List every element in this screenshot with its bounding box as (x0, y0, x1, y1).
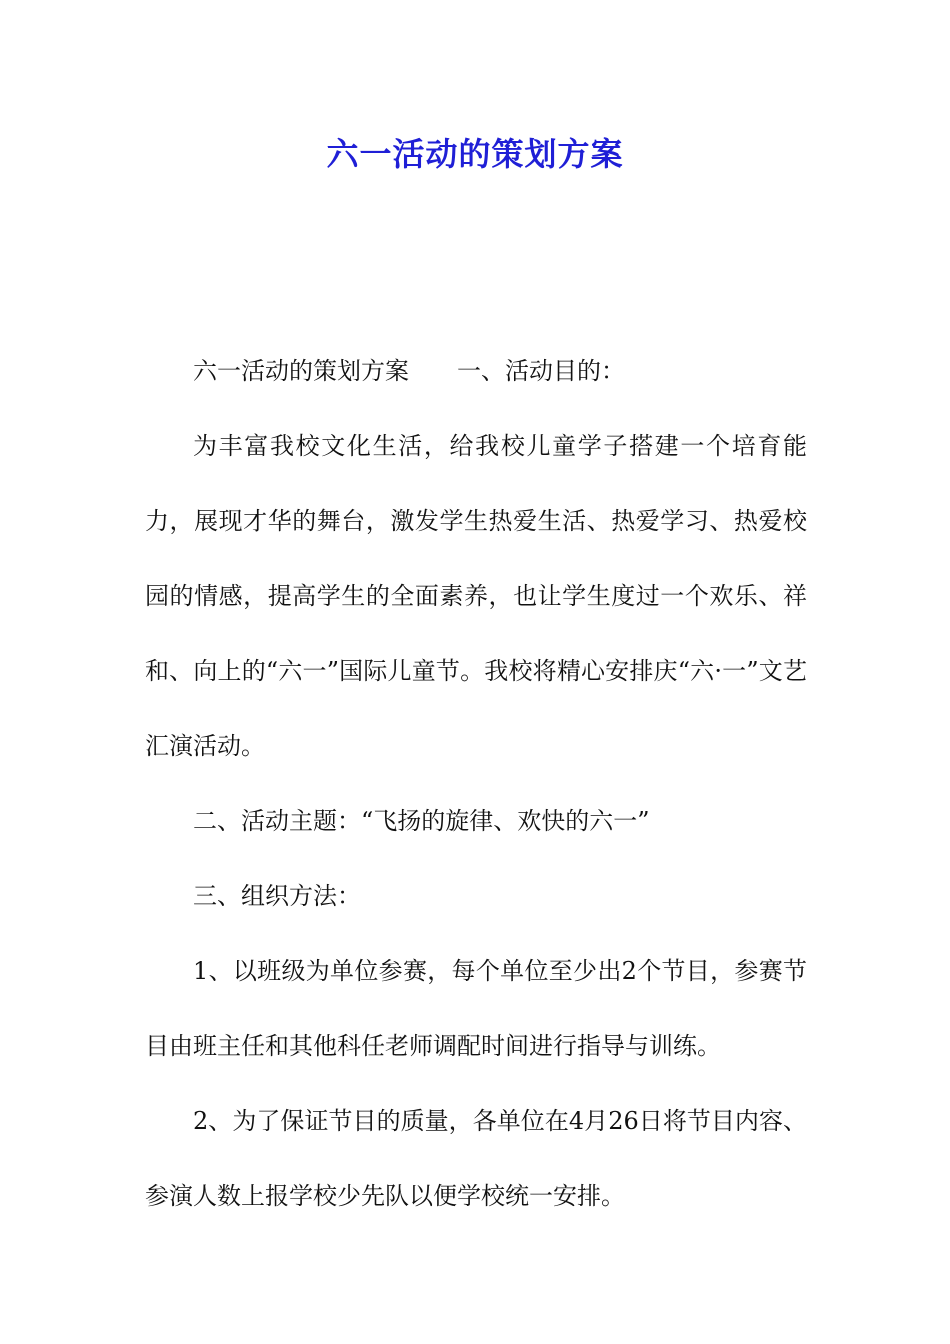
document-body (145, 334, 807, 1234)
paragraph-method-2: 2、为了保证节目的质量，各单位在4月26日将节目内容、参演人数上报学校少先队以便学校统一安排。 (145, 1107, 807, 1210)
paragraph-lead: 六一活动的策划方案 (193, 357, 409, 385)
paragraph-method-1: 1、以班级为单位参赛，每个单位至少出2个节目，参赛节目由班主任和其他科任老师调配时间进行指导与训练。 (145, 957, 807, 1060)
paragraph-text: 一、活动目的： (457, 357, 625, 385)
page-title: 六一活动的策划方案 (326, 135, 624, 173)
paragraph-heading (145, 334, 807, 409)
paragraph-method-heading: 三、组织方法： (193, 882, 361, 910)
paragraph-purpose: 为丰富我校文化生活，给我校儿童学子搭建一个培育能力，展现才华的舞台，激发学生热爱生活、热爱学习、热爱校园的情感，提高学生的全面素养，也让学生度过一个欢乐、祥和、向上的“六一”国际儿童节。我校将精心安排庆“六·一”文艺汇演活动。 (145, 432, 807, 760)
paragraph-theme: 二、活动主题：“飞扬的旋律、欢快的六一” (193, 807, 650, 835)
